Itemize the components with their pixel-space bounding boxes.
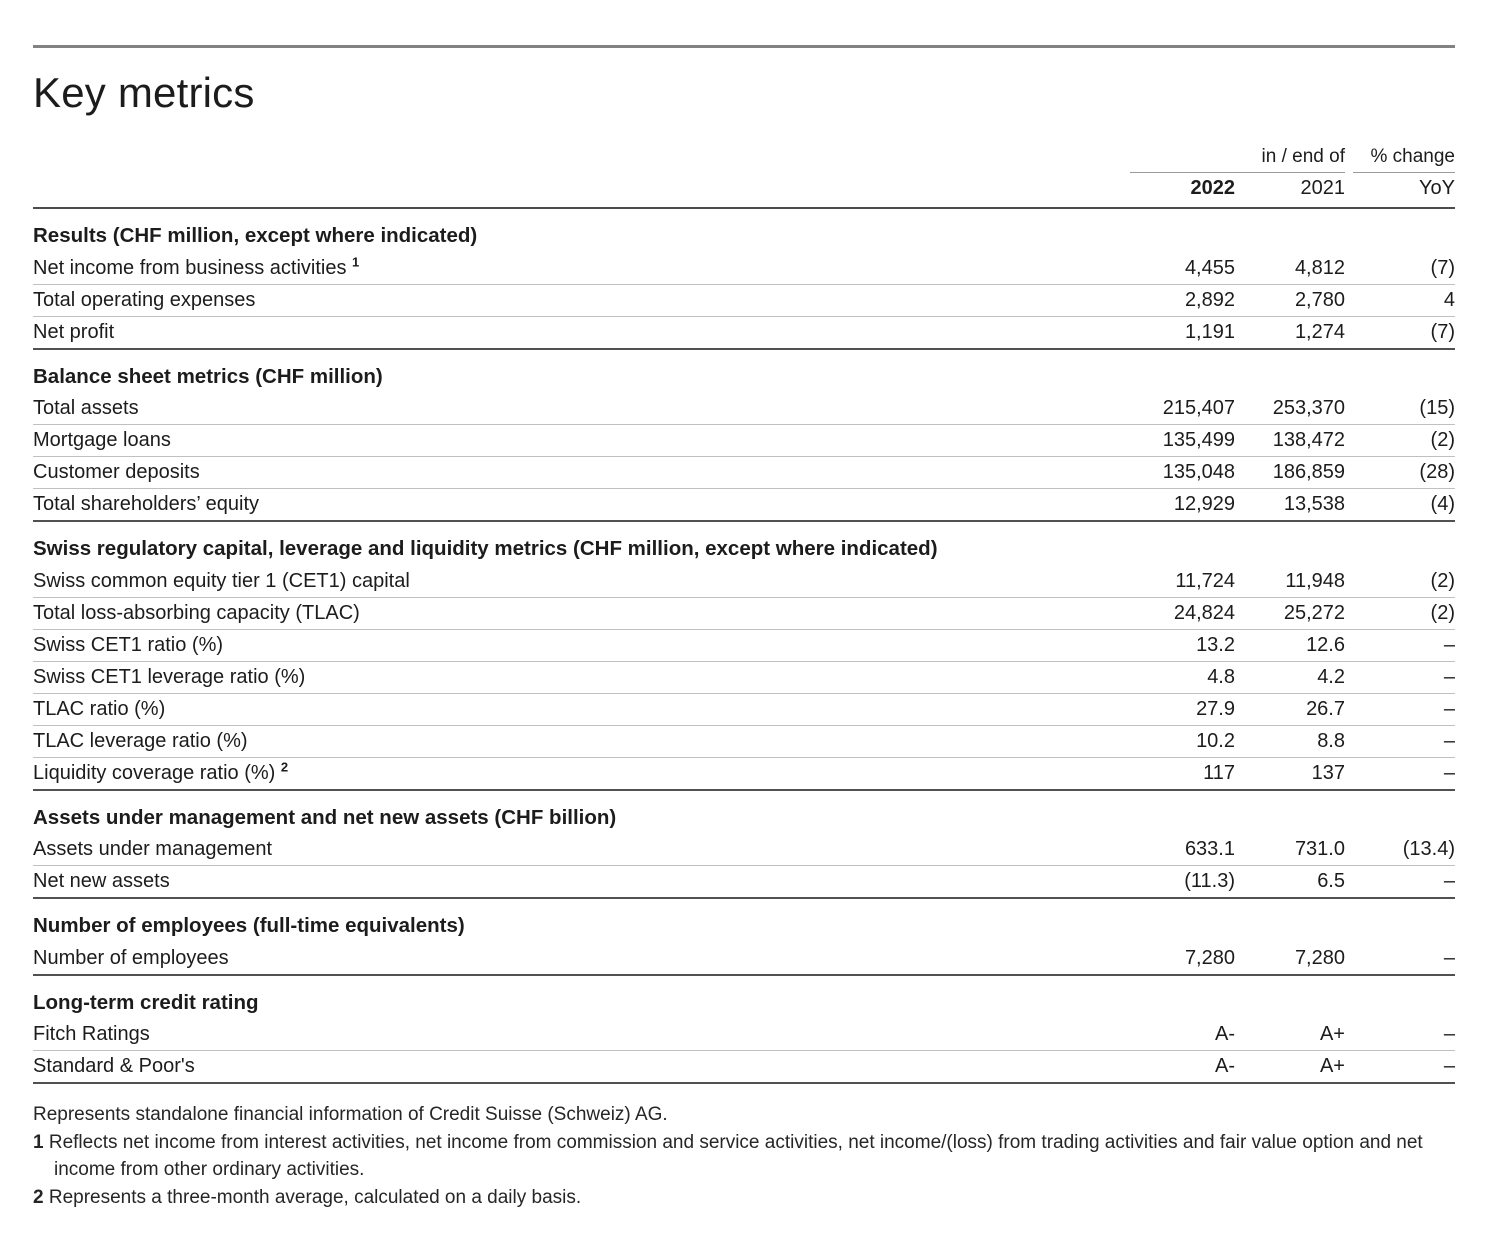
- row-label: Assets under management: [33, 838, 273, 860]
- cell-2022: 4,455: [1184, 256, 1235, 279]
- top-divider: [33, 45, 1455, 48]
- table-row: [33, 943, 1455, 976]
- section-header: Balance sheet metrics (CHF million): [33, 364, 383, 388]
- cell-2022: 1,191: [1184, 320, 1235, 343]
- table-row: [33, 489, 1455, 522]
- table-section: [33, 791, 1455, 900]
- row-label: Total assets: [33, 397, 139, 419]
- report-page: [0, 45, 1500, 1211]
- cell-yoy: (2): [1430, 601, 1455, 624]
- cell-yoy: (28): [1419, 461, 1455, 483]
- table-section: [33, 350, 1455, 523]
- cell-2022: A-: [1215, 1055, 1235, 1077]
- cell-2021: 137: [1311, 761, 1345, 784]
- cell-2021: 12.6: [1306, 633, 1345, 656]
- row-label: TLAC leverage ratio (%): [33, 729, 248, 752]
- table-row: [33, 758, 1455, 791]
- cell-2022: 2,892: [1184, 288, 1235, 311]
- cell-2021: 731.0: [1294, 838, 1345, 860]
- cell-2021: 26.7: [1306, 697, 1345, 720]
- cell-2022: 27.9: [1196, 697, 1235, 720]
- row-label: Mortgage loans: [33, 429, 171, 451]
- table-row: [33, 694, 1455, 726]
- cell-yoy: 4: [1443, 288, 1455, 311]
- table-row: [33, 598, 1455, 630]
- cell-2022: 117: [1203, 761, 1235, 784]
- table-header: [33, 146, 1455, 209]
- cell-2021: 25,272: [1283, 601, 1345, 624]
- table-row: [33, 834, 1455, 866]
- row-label: Swiss CET1 leverage ratio (%): [33, 665, 306, 688]
- footnote: 1 Reflects net income from interest activities, net income from commission and service activities, net income/(loss) from trading activities and fair value option and net income from other ordinary activities.: [33, 1131, 1423, 1180]
- cell-2022: 11,724: [1175, 569, 1235, 592]
- cell-yoy: –: [1443, 697, 1455, 720]
- row-label: Swiss CET1 ratio (%): [33, 633, 224, 656]
- cell-2021: 13,538: [1283, 493, 1345, 515]
- cell-2022: 135,499: [1162, 429, 1235, 451]
- row-label: TLAC ratio (%): [33, 697, 166, 720]
- column-header-2021: 2021: [1300, 177, 1345, 199]
- table-row: [33, 662, 1455, 694]
- row-label: Total shareholders’ equity: [33, 493, 260, 515]
- cell-2022: 135,048: [1162, 461, 1235, 483]
- table-row: [33, 726, 1455, 758]
- cell-2022: 13.2: [1196, 633, 1235, 656]
- footnote-ref: 1: [352, 253, 360, 269]
- footnote: 2 Represents a three-month average, calculated on a daily basis.: [33, 1186, 582, 1208]
- table-row: [33, 566, 1455, 598]
- cell-yoy: (2): [1430, 569, 1455, 592]
- cell-2021: 8.8: [1317, 729, 1345, 752]
- cell-2022: 4.8: [1207, 665, 1235, 688]
- year-header-row: [33, 173, 1455, 207]
- cell-yoy: –: [1443, 1023, 1455, 1045]
- table-section: [33, 976, 1455, 1085]
- table-row: [33, 253, 1455, 285]
- table-row: [33, 285, 1455, 317]
- table-row: [33, 317, 1455, 350]
- cell-2021: 2,780: [1294, 288, 1345, 311]
- table-section: [33, 899, 1455, 976]
- cell-2022: (11.3): [1184, 870, 1235, 892]
- cell-yoy: –: [1443, 761, 1455, 784]
- cell-yoy: –: [1443, 633, 1455, 656]
- cell-2021: 4,812: [1294, 256, 1345, 279]
- cell-2022: 7,280: [1184, 946, 1235, 969]
- row-label: Net income from business activities $^1$: [33, 253, 360, 279]
- section-header: Number of employees (full-time equivalents): [33, 914, 465, 937]
- row-label: Swiss common equity tier 1 (CET1) capital: [33, 569, 410, 592]
- column-group-row: [33, 146, 1455, 173]
- row-label: Total loss-absorbing capacity (TLAC): [33, 601, 360, 624]
- cell-yoy: –: [1443, 1055, 1455, 1077]
- cell-2021: A+: [1319, 1023, 1345, 1045]
- section-header: Swiss regulatory capital, leverage and liquidity metrics (CHF million, except where indicated): [33, 537, 938, 560]
- column-group-pct-change: % change: [1353, 146, 1455, 173]
- footnote-number: 1: [33, 1131, 44, 1153]
- footnote-number: 2: [33, 1186, 44, 1208]
- table-section: [33, 209, 1455, 350]
- cell-2021: 7,280: [1294, 946, 1345, 969]
- row-label: Net profit: [33, 320, 115, 343]
- row-label: Standard & Poor's: [33, 1055, 195, 1077]
- footnote-list: [33, 1129, 1455, 1212]
- cell-2022: 633.1: [1184, 838, 1235, 860]
- cell-2022: A-: [1215, 1023, 1235, 1045]
- column-group-in-end-of: in / end of: [1130, 146, 1345, 173]
- cell-2022: 10.2: [1196, 729, 1235, 752]
- table-row: [33, 393, 1455, 425]
- cell-yoy: (7): [1430, 320, 1455, 343]
- table-sections: [33, 209, 1455, 1084]
- table-row: [33, 1051, 1455, 1084]
- column-header-2022: 2022: [1190, 177, 1235, 199]
- cell-2022: 12,929: [1173, 493, 1235, 515]
- cell-2021: 186,859: [1272, 461, 1345, 483]
- footnote-ref: 2: [280, 758, 289, 774]
- row-label: Total operating expenses: [33, 288, 256, 311]
- row-label: Customer deposits: [33, 461, 200, 483]
- cell-2021: A+: [1319, 1055, 1345, 1077]
- cell-yoy: (13.4): [1402, 838, 1455, 860]
- footnotes: [33, 1101, 1455, 1211]
- footnote-intro: Represents standalone financial information of Credit Suisse (Schweiz) AG.: [33, 1104, 668, 1125]
- table-section: [33, 522, 1455, 791]
- section-header: Results (CHF million, except where indicated): [33, 224, 478, 247]
- cell-yoy: (15): [1419, 397, 1455, 419]
- row-label: Liquidity coverage ratio (%) $^2$: [33, 758, 289, 784]
- cell-2021: 138,472: [1272, 429, 1345, 451]
- cell-yoy: (2): [1430, 429, 1455, 451]
- table-row: [33, 425, 1455, 457]
- cell-2021: 4.2: [1317, 665, 1345, 688]
- cell-yoy: –: [1443, 870, 1455, 892]
- cell-2021: 6.5: [1317, 870, 1345, 892]
- table-row: [33, 457, 1455, 489]
- cell-2021: 253,370: [1272, 397, 1345, 419]
- page-title: Key metrics: [33, 69, 255, 116]
- section-header: Assets under management and net new assets (CHF billion): [33, 805, 617, 829]
- column-header-yoy: YoY: [1419, 177, 1455, 199]
- row-label: Fitch Ratings: [33, 1023, 150, 1045]
- cell-yoy: –: [1443, 665, 1455, 688]
- cell-2022: 215,407: [1162, 397, 1235, 419]
- section-header: Long-term credit rating: [33, 990, 259, 1014]
- cell-2021: 11,948: [1285, 569, 1345, 592]
- cell-2021: 1,274: [1294, 320, 1345, 343]
- cell-yoy: (4): [1430, 493, 1455, 515]
- row-label: Net new assets: [33, 870, 170, 892]
- cell-yoy: (7): [1430, 256, 1455, 279]
- row-label: Number of employees: [33, 946, 229, 969]
- cell-yoy: –: [1443, 946, 1455, 969]
- table-row: [33, 1019, 1455, 1051]
- cell-yoy: –: [1443, 729, 1455, 752]
- cell-2022: 24,824: [1173, 601, 1235, 624]
- table-row: [33, 630, 1455, 662]
- table-row: [33, 866, 1455, 899]
